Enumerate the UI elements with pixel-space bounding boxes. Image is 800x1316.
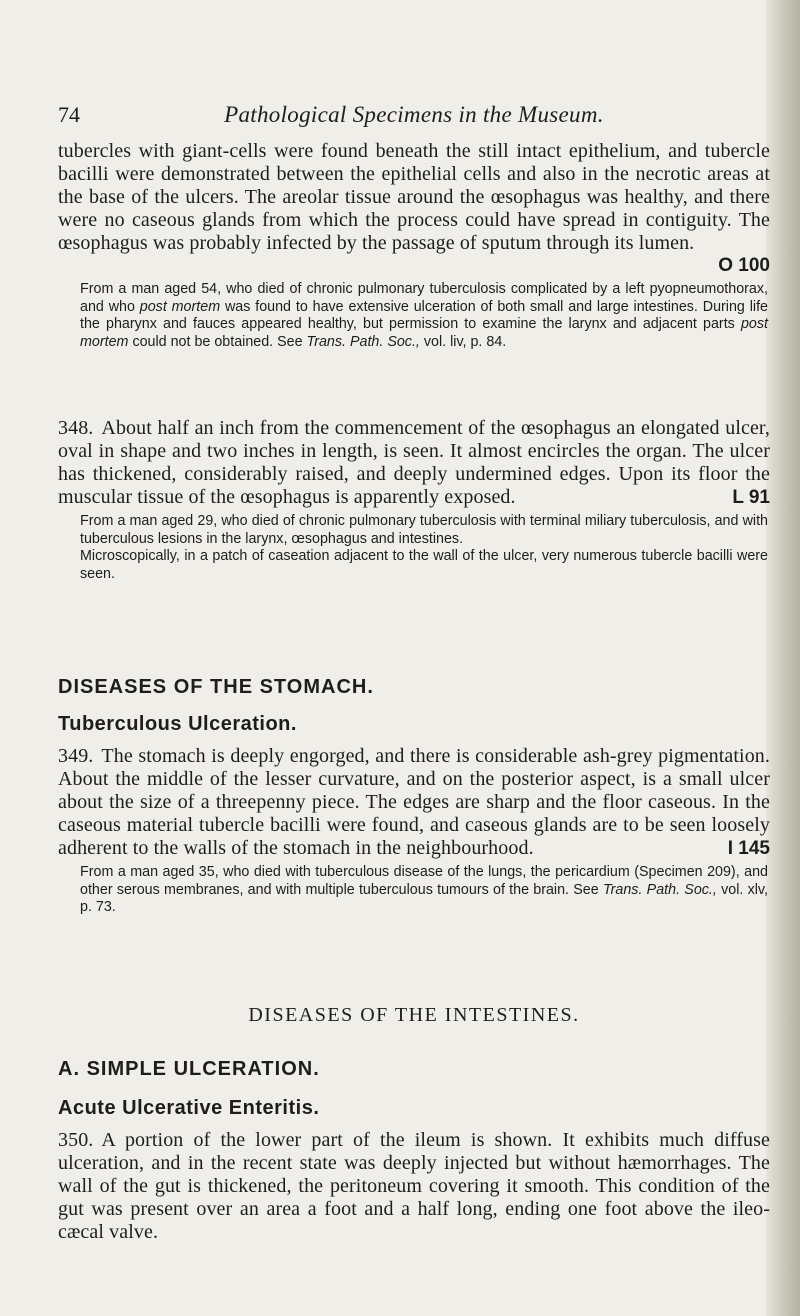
subsection-title: SIMPLE ULCERATION. — [86, 1058, 320, 1080]
stomach-section-heading — [58, 676, 770, 699]
specimen-paragraph — [58, 1129, 770, 1244]
specimen-number: 349. — [58, 745, 94, 767]
specimen-note: From a man aged 29, who died of chronic pulmonary tuberculosis with terminal miliary tuberculosis, and with tuberculous lesions in the larynx, œsophagus and intestines. — [80, 513, 768, 547]
enteritis-subheading — [58, 1097, 770, 1120]
catalog-number: O 100 — [718, 255, 770, 276]
subsection-heading: Tuberculous Ulceration. — [58, 713, 297, 735]
specimen-note: From a man aged 35, who died with tuberculous disease of the lungs, the pericardium (Specimen 209), and other serous membranes, and with multiple tuberculous tumours of the brain. See Trans. Path. Soc., vol. xlv, p. 73. — [80, 864, 768, 915]
intestines-section-heading — [58, 1004, 770, 1027]
specimen-number: 350. — [58, 1129, 94, 1151]
catalog-number: L 91 — [732, 487, 770, 508]
specimen-description: The stomach is deeply engorged, and there is considerable ash-grey pigmentation. About the middle of the lesser curvature, and on the posterior aspect, is a small ulcer about the size of a threepenny piece. The edges are sharp and the floor caseous. In the caseous material tubercle bacilli were found, and caseous glands are to be seen loosely adherent to the walls of the stomach in the neighbourhood. — [58, 745, 770, 859]
section-heading: DISEASES OF THE INTESTINES. — [248, 1004, 580, 1026]
simple-ulceration-heading — [58, 1058, 770, 1081]
sub-subsection-heading: Acute Ulcerative Enteritis. — [58, 1097, 320, 1119]
specimen-description: About half an inch from the commencement of the œsophagus an elongated ulcer, oval in shape and two inches in length, is seen. It almost encircles the organ. The ulcer has thickened, considerably raised, and deeply undermined edges. Upon its floor the muscular tissue of the œsophagus is apparently exposed. — [58, 417, 770, 508]
subsection-letter: A. — [58, 1058, 80, 1080]
page-edge-shadow — [766, 0, 800, 1316]
continued-paragraph: tubercles with giant-cells were found beneath the still intact epithelium, and tubercle bacilli were demonstrated between the epithelial cells and also in the necrotic areas at the base of the ulcers. The areolar tissue around the œsophagus was healthy, and there were no caseous glands from which the process could have spread in contiguity. The œsophagus was probably infected by the passage of sputum through its lumen. — [58, 140, 770, 254]
specimen-number: 348. — [58, 417, 94, 439]
page-number: 74 — [58, 102, 80, 127]
specimen-349 — [58, 745, 770, 917]
specimen-note: From a man aged 54, who died of chronic pulmonary tuberculosis complicated by a left pyopneumothorax, and who post mortem was found to have extensive ulceration of both small and large intestines. During life the pharynx and fauces appeared healthy, but permission to examine the larynx and adjacent parts post mortem could not be obtained. See Trans. Path. Soc., vol. liv, p. 84. — [80, 281, 768, 350]
continued-specimen — [58, 140, 770, 351]
subsection-heading — [58, 1058, 770, 1081]
page-header — [58, 102, 770, 130]
stomach-subheading — [58, 713, 770, 736]
section-heading: DISEASES OF THE STOMACH. — [58, 676, 374, 698]
specimen-description: A portion of the lower part of the ileum is shown. It exhibits much diffuse ulceration, and in the recent state was deeply injected but without hæmorrhages. The wall of the gut is thickened, the peritoneum covering it smooth. This condition of the gut was present over an area a foot and a half long, ending one foot above the ileo-cæcal valve. — [58, 1129, 770, 1243]
catalog-number: I 145 — [727, 838, 770, 859]
specimen-350 — [58, 1129, 770, 1244]
specimen-348 — [58, 417, 770, 583]
specimen-note-microscopy: Microscopically, in a patch of caseation adjacent to the wall of the ulcer, very numerous tubercle bacilli were seen. — [80, 548, 768, 582]
running-title: Pathological Specimens in the Museum. — [224, 102, 604, 127]
